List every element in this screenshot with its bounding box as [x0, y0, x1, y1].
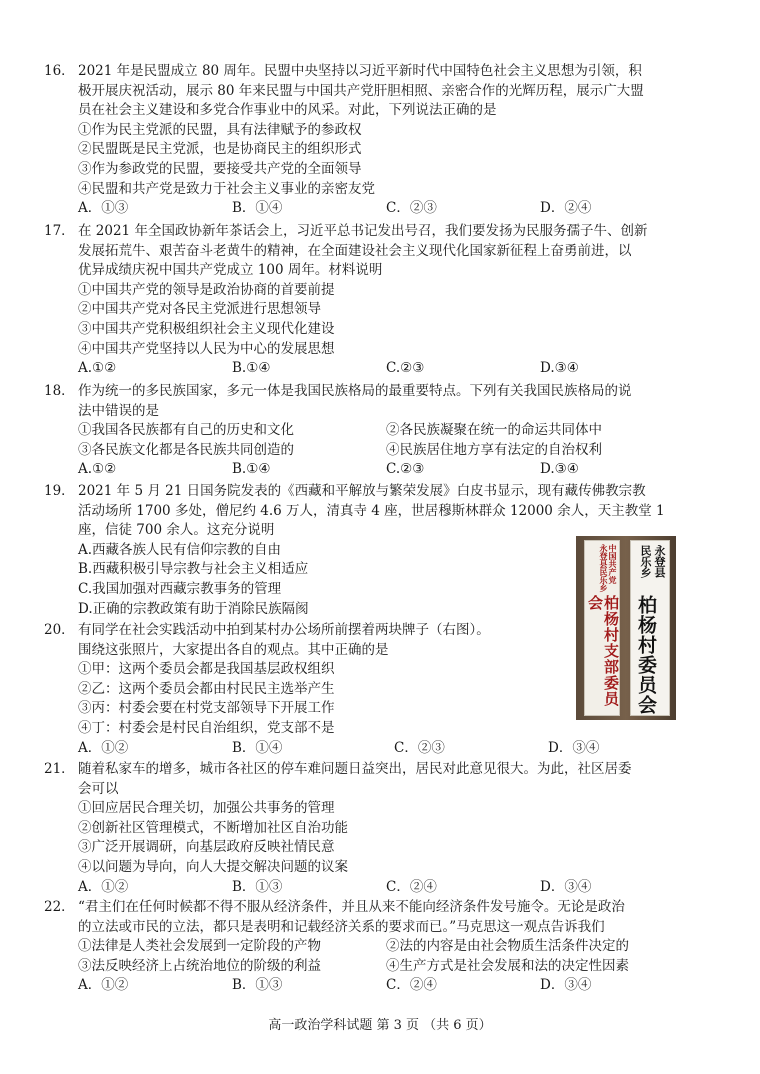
statement-row	[44, 421, 720, 441]
choice-d[interactable]: D.③④	[540, 360, 579, 377]
choice-d[interactable]: D．③④	[540, 878, 592, 895]
answer-choices	[44, 878, 720, 898]
statement-row	[44, 441, 720, 461]
choice-d[interactable]: D.③④	[540, 461, 579, 478]
choice-d[interactable]: D．③④	[548, 739, 600, 756]
question-number: 18．	[44, 383, 75, 399]
statement-row	[44, 937, 720, 957]
statement-option: ③丙：村委会要在村党支部领导下开展工作	[78, 700, 335, 717]
question-22	[44, 898, 720, 996]
choice-d[interactable]: D.正确的宗教政策有助于消除民族隔阂	[78, 600, 309, 617]
statement-option: ①甲：这两个委员会都是我国基层政权组织	[78, 661, 335, 678]
question-16	[44, 62, 720, 219]
answer-choices	[44, 976, 720, 996]
question-stem-line: 优异成绩庆祝中国共产党成立 100 周年。材料说明	[78, 262, 383, 279]
answer-choices	[44, 199, 720, 219]
statement-option: ③法反映经济上占统治地位的阶级的利益	[78, 957, 321, 974]
choice-c[interactable]: C.②③	[386, 461, 425, 478]
sign-small-text: 中国共产党	[608, 544, 618, 584]
choice-b[interactable]: B.西藏积极引导宗教与社会主义相适应	[78, 561, 309, 578]
question-stem-line: 发展拓荒牛、艰苦奋斗老黄牛的精神，在全面建设社会主义现代化国家新征程上奋勇前进，以	[78, 242, 632, 259]
question-stem-line: 活动场所 1700 多处，僧尼约 4.6 万人，清真寺 4 座，世居穆斯林群众 12000 余人，天主教堂 1	[78, 502, 665, 519]
question-number: 17．	[44, 223, 75, 239]
statement-option: ②创新社区管理模式，不断增加社区自治功能	[78, 819, 348, 836]
question-stem-line: 2021 年是民盟成立 80 周年。民盟中央坚持以习近平新时代中国特色社会主义思想为引领，积	[78, 63, 642, 79]
question-stem-line: 法中错误的是	[78, 402, 159, 419]
choice-a[interactable]: A．①②	[78, 739, 129, 756]
choice-c[interactable]: C．②④	[386, 977, 437, 994]
statement-option: ②民盟既是民主党派，也是协商民主的组织形式	[78, 141, 362, 158]
answer-choices	[44, 460, 720, 480]
question-17	[44, 222, 720, 379]
question-number: 16．	[44, 63, 75, 79]
choice-b[interactable]: B．①③	[232, 977, 283, 994]
question-stem-line: 2021 年 5 月 21 日国务院发表的《西藏和平解放与繁荣发展》白皮书显示，现有藏传佛教宗教	[78, 483, 646, 499]
signboard-photo	[576, 536, 676, 720]
statement-option: ④丁：村委会是村民自治组织，党支部不是	[78, 719, 335, 736]
statement-option: ②法的内容是由社会物质生活条件决定的	[386, 938, 629, 955]
statement-option: ①回应居民合理关切，加强公共事务的管理	[78, 800, 335, 817]
choice-b[interactable]: B．①④	[232, 200, 283, 217]
question-18	[44, 382, 720, 480]
question-stem-line: 作为统一的多民族国家，多元一体是我国民族格局的最重要特点。下列有关我国民族格局的说	[78, 383, 632, 399]
statement-option: ③各民族文化都是各民族共同创造的	[78, 441, 294, 458]
statement-option: ③作为参政党的民盟，要接受共产党的全面领导	[78, 160, 362, 177]
question-number: 20．	[44, 622, 75, 638]
question-stem-line: 围绕这张照片，大家提出各自的观点。其中正确的是	[78, 641, 389, 658]
choice-c[interactable]: C．②③	[386, 200, 437, 217]
answer-choices	[44, 739, 720, 759]
question-stem-line: 有同学在社会实践活动中拍到某村办公场所前摆着两块牌子（右图）。	[78, 622, 490, 638]
statement-option: ④中国共产党坚持以人民为中心的发展思想	[78, 340, 335, 357]
question-number: 21．	[44, 761, 75, 777]
page-footer: 高一政治学科试题 第 3 页 （共 6 页）	[268, 1018, 492, 1033]
question-stem-line: 座，信徒 700 余人。这充分说明	[78, 522, 275, 539]
choice-c[interactable]: C．②④	[386, 878, 437, 895]
statement-option: ③中国共产党积极组织社会主义现代化建设	[78, 320, 335, 337]
choice-a[interactable]: A．①②	[78, 878, 129, 895]
question-stem-line: 员在社会主义建设和多党合作事业中的风采。对此，下列说法正确的是	[78, 102, 497, 119]
question-21	[44, 760, 720, 897]
choice-c[interactable]: C.我国加强对西藏宗教事务的管理	[78, 580, 282, 597]
choice-a[interactable]: A.西藏各族人民有信仰宗教的自由	[78, 541, 282, 558]
choice-a[interactable]: A．①②	[78, 977, 129, 994]
question-stem-line: 极开展庆祝活动，展示 80 年来民盟与中国共产党肝胆相照、亲密合作的光辉历程，展示广大盟	[78, 82, 644, 99]
choice-b[interactable]: B．①④	[232, 739, 283, 756]
choice-c[interactable]: C.②③	[386, 360, 425, 377]
statement-option: ④以问题为导向，向人大提交解决问题的议案	[78, 858, 348, 875]
statement-option: ①中国共产党的领导是政治协商的首要前提	[78, 281, 335, 298]
choice-c[interactable]: C．②③	[394, 739, 445, 756]
statement-option: ③广泛开展调研，向基层政府反映社情民意	[78, 839, 335, 856]
choice-a[interactable]: A.①②	[78, 461, 117, 478]
question-number: 19．	[44, 483, 75, 499]
question-stem-line: “君主们在任何时候都不得不服从经济条件，并且从来不能向经济条件发号施令。无论是政治	[78, 899, 625, 915]
answer-choices	[44, 359, 720, 379]
choice-a[interactable]: A．①③	[78, 200, 129, 217]
question-stem-line: 在 2021 年全国政协新年茶话会上，习近平总书记发出号召，我们要发扬为民服务孺子牛、创新	[78, 223, 648, 239]
sign-small-text: 民乐乡	[639, 545, 652, 578]
choice-b[interactable]: B.①④	[232, 461, 271, 478]
statement-option: ①法律是人类社会发展到一定阶段的产物	[78, 938, 321, 955]
sign-big-text: 柏杨村支部委员会	[586, 595, 620, 707]
statement-option: ④民盟和共产党是致力于社会主义事业的亲密友党	[78, 180, 375, 197]
question-number: 22．	[44, 899, 75, 915]
sign-small-text: 永登县民乐乡	[599, 544, 609, 592]
sign-big-text: 柏杨村委员会	[635, 595, 657, 715]
question-stem-line: 的立法或市民的立法，都只是表明和记载经济关系的要求而已。”马克思这一观点告诉我们	[78, 918, 605, 935]
statement-option: ②乙：这两个委员会都由村民民主选举产生	[78, 680, 335, 697]
choice-a[interactable]: A.①②	[78, 360, 117, 377]
statement-option: ①我国各民族都有自己的历史和文化	[78, 422, 294, 439]
question-stem-line: 会可以	[78, 780, 119, 797]
choice-b[interactable]: B.①④	[232, 360, 271, 377]
question-stem-line: 随着私家车的增多，城市各社区的停车难问题日益突出，居民对此意见很大。为此，社区居委	[78, 761, 632, 777]
statement-option: ②中国共产党对各民主党派进行思想领导	[78, 301, 321, 318]
choice-d[interactable]: D．③④	[540, 977, 592, 994]
party-branch-signboard	[584, 540, 620, 716]
statement-option: ④民族居住地方享有法定的自治权利	[386, 441, 602, 458]
choice-d[interactable]: D．②④	[540, 200, 592, 217]
statement-option: ④生产方式是社会发展和法的决定性因素	[386, 957, 629, 974]
statement-option: ①作为民主党派的民盟，具有法律赋予的参政权	[78, 121, 362, 138]
sign-small-text: 永登县	[653, 545, 666, 578]
choice-b[interactable]: B．①③	[232, 878, 283, 895]
statement-row	[44, 957, 720, 977]
village-committee-signboard	[630, 540, 670, 716]
statement-option: ②各民族凝聚在统一的命运共同体中	[386, 422, 602, 439]
